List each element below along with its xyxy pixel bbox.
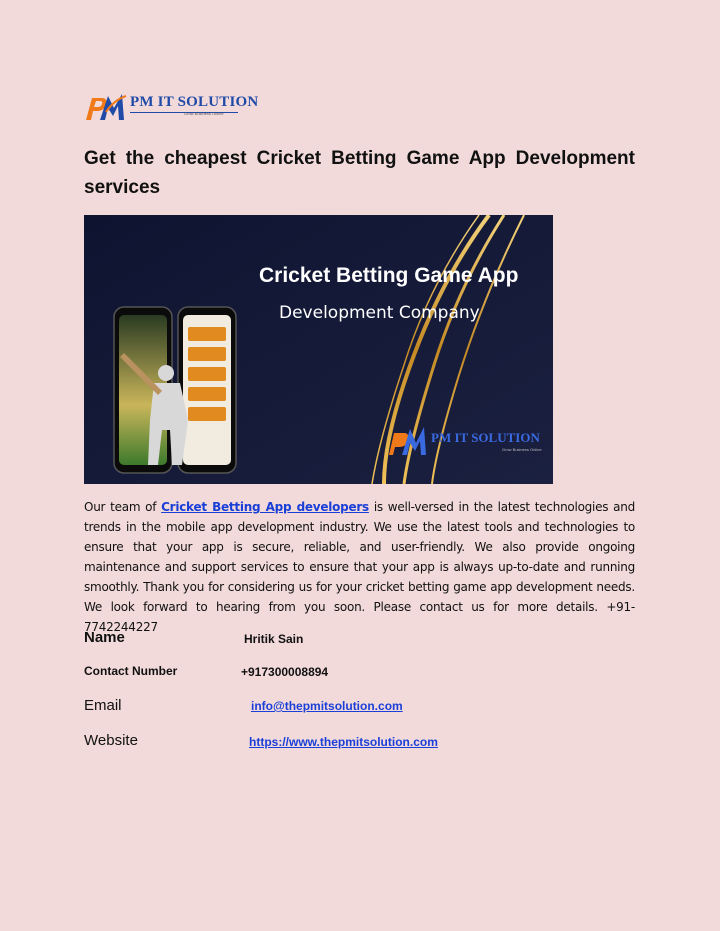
website-label: Website — [84, 732, 138, 749]
logo-text: PM IT SOLUTION — [130, 94, 259, 110]
body-paragraph — [84, 497, 635, 637]
page-title-line-2: services — [84, 177, 161, 198]
contact-number-label: Contact Number — [84, 664, 178, 678]
logo-tagline: Grow Business Online — [184, 111, 224, 116]
email-label: Email — [84, 697, 122, 714]
body-text-intro: Our team of — [84, 500, 162, 514]
email-link[interactable]: info@thepmitsolution.com — [251, 699, 403, 713]
page-title-line-1: Get the cheapest Cricket Betting Game App Development — [84, 148, 635, 169]
banner-image — [84, 215, 553, 484]
banner-title: Cricket Betting Game App — [259, 264, 519, 287]
banner-logo-tagline: Grow Business Online — [502, 447, 542, 452]
body-text-main: is well-versed in the latest technologies and trends in the mobile app development industry. We use the latest tools and technologies to ensure that your app is secure, reliable, and user-friendly. We also provide ongoing maintenance and support services to ensure that your app is always up-to-date and running smoothly. Thank you for considering us for your cricket betting game app development needs. We look forward to hearing from you soon. Please contact us for more details. +91-7742244227 — [84, 500, 635, 634]
page-title — [84, 144, 635, 202]
cricket-betting-developers-link[interactable]: Cricket Betting App developers — [161, 500, 369, 514]
phone-mockup-right — [178, 307, 236, 473]
banner-subtitle: Development Company — [279, 303, 480, 323]
contact-number-value: +917300008894 — [241, 665, 329, 679]
name-value: Hritik Sain — [244, 632, 304, 646]
pm-logo-mark-icon — [84, 90, 128, 126]
banner-graphic — [84, 215, 553, 484]
website-link[interactable]: https://www.thepmitsolution.com — [249, 735, 438, 749]
company-logo — [84, 90, 259, 126]
name-label: Name — [84, 629, 125, 646]
banner-logo-text: PM IT SOLUTION — [431, 430, 540, 445]
